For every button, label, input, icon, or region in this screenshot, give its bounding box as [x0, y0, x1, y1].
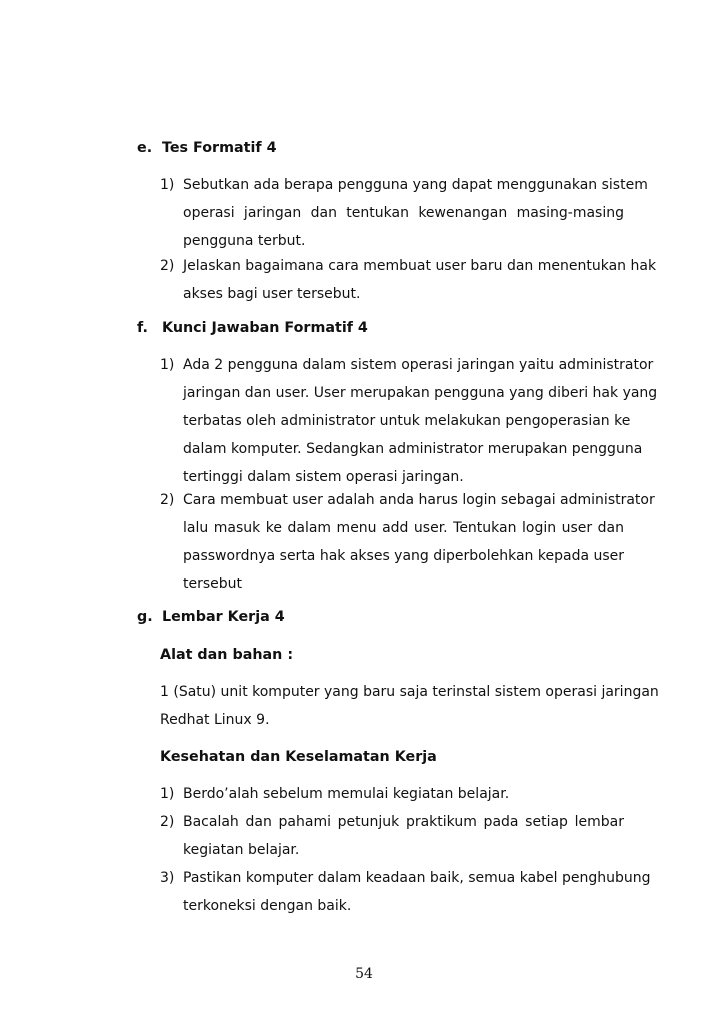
item-line: terbatas oleh administrator untuk melakukan pengoperasian ke: [183, 413, 631, 429]
item-line: kegiatan belajar.: [183, 842, 300, 858]
section-letter: f.: [137, 320, 148, 336]
item-line: Sebutkan ada berapa pengguna yang dapat menggunakan sistem: [183, 177, 648, 193]
item-line: pengguna terbut.: [183, 233, 306, 249]
item-number: 1): [160, 786, 175, 802]
item-line: Berdo’alah sebelum memulai kegiatan belajar.: [183, 786, 510, 802]
section-title: Tes Formatif 4: [162, 140, 277, 156]
item-line: Bacalah dan pahami petunjuk praktikum pada setiap lembar: [183, 814, 624, 830]
section-e-heading: [137, 140, 277, 156]
item-number: 2): [160, 492, 175, 508]
item-line: lalu masuk ke dalam menu add user. Tentukan login user dan: [183, 520, 624, 536]
tools-heading: Alat dan bahan :: [160, 647, 294, 663]
item-line: Cara membuat user adalah anda harus login sebagai administrator: [183, 492, 655, 508]
item-line: tersebut: [183, 576, 243, 592]
item-number: 1): [160, 357, 175, 373]
item-line: Jelaskan bagaimana cara membuat user baru dan menentukan hak: [183, 258, 657, 274]
paragraph-line: Redhat Linux 9.: [160, 712, 270, 728]
section-g-heading: [137, 609, 285, 625]
section-letter: g.: [137, 609, 153, 625]
item-number: 2): [160, 258, 175, 274]
item-line: passwordnya serta hak akses yang diperbolehkan kepada user: [183, 548, 625, 564]
section-title: Kunci Jawaban Formatif 4: [162, 320, 368, 336]
page-number: 54: [355, 966, 373, 982]
section-f-heading: [137, 320, 368, 336]
item-line: tertinggi dalam sistem operasi jaringan.: [183, 469, 464, 485]
item-line: akses bagi user tersebut.: [183, 286, 361, 302]
section-title: Lembar Kerja 4: [162, 609, 285, 625]
item-line: Pastikan komputer dalam keadaan baik, semua kabel penghubung: [183, 870, 651, 886]
item-line: dalam komputer. Sedangkan administrator merupakan pengguna: [183, 441, 643, 457]
item-line: operasi jaringan dan tentukan kewenangan masing-masing: [183, 205, 624, 221]
paragraph-line: 1 (Satu) unit komputer yang baru saja terinstal sistem operasi jaringan: [160, 684, 659, 700]
k3-heading: Kesehatan dan Keselamatan Kerja: [160, 749, 437, 765]
item-number: 2): [160, 814, 175, 830]
item-line: terkoneksi dengan baik.: [183, 898, 352, 914]
section-letter: e.: [137, 140, 153, 156]
item-number: 3): [160, 870, 175, 886]
item-line: jaringan dan user. User merupakan pengguna yang diberi hak yang: [183, 385, 658, 401]
item-line: Ada 2 pengguna dalam sistem operasi jaringan yaitu administrator: [183, 357, 654, 373]
item-number: 1): [160, 177, 175, 193]
